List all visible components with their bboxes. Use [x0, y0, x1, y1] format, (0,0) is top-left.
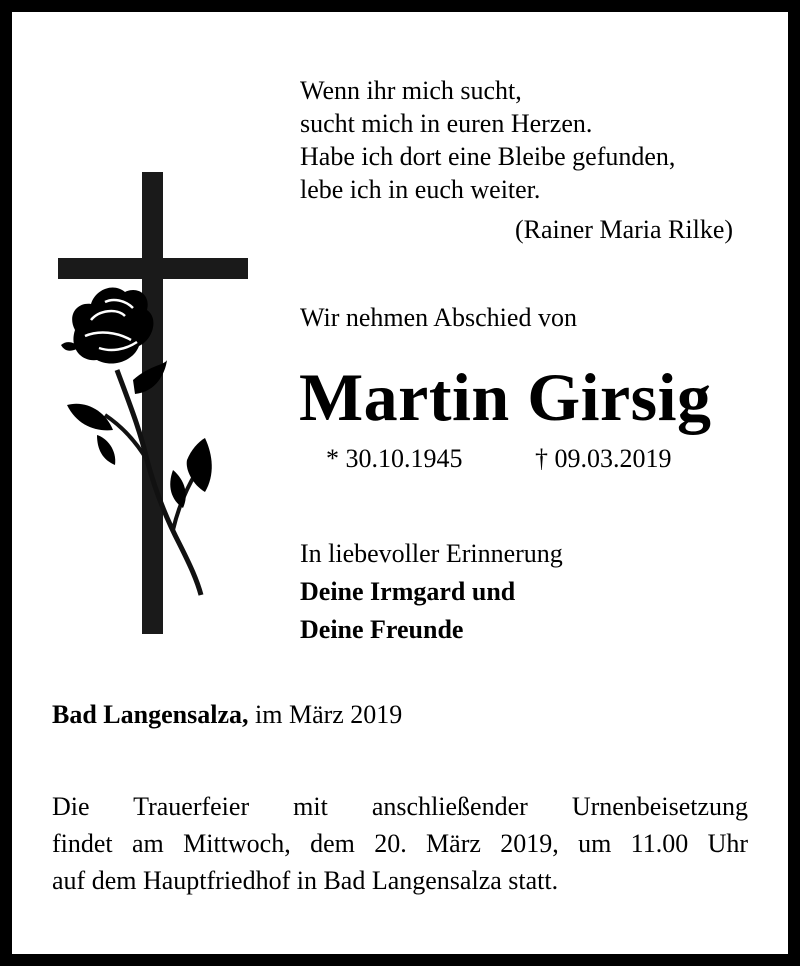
poem-line: sucht mich in euren Herzen. — [300, 109, 593, 138]
service-line: findet am Mittwoch, dem 20. März 2019, um 11.00 Uhr — [52, 829, 748, 858]
mourner-line: Deine Freunde — [300, 615, 464, 644]
poem-line: Habe ich dort eine Bleibe gefunden, — [300, 142, 676, 171]
poem — [300, 74, 675, 206]
place-date — [52, 700, 402, 730]
farewell-intro: Wir nehmen Abschied von — [300, 303, 577, 332]
funeral-service-notice — [52, 788, 748, 899]
deceased-name: Martin Girsig — [299, 359, 712, 435]
poem-author: (Rainer Maria Rilke) — [515, 215, 734, 244]
service-line: auf dem Hauptfriedhof in Bad Langensalza statt. — [52, 866, 559, 895]
poem-line: lebe ich in euch weiter. — [300, 175, 541, 204]
date: im März 2019 — [255, 700, 403, 729]
memory-line: In liebevoller Erinnerung — [300, 539, 563, 568]
birth-date: * 30.10.1945 — [326, 444, 463, 473]
poem-line: Wenn ihr mich sucht, — [300, 76, 522, 105]
cross-with-rose-icon — [55, 170, 255, 640]
memory-block — [300, 535, 563, 649]
place: Bad Langensalza, — [52, 700, 249, 729]
death-date: † 09.03.2019 — [535, 444, 672, 473]
mourner-line: Deine Irmgard und — [300, 577, 516, 606]
service-line: Die Trauerfeier mit anschließender Urnenbeisetzung — [52, 792, 748, 821]
